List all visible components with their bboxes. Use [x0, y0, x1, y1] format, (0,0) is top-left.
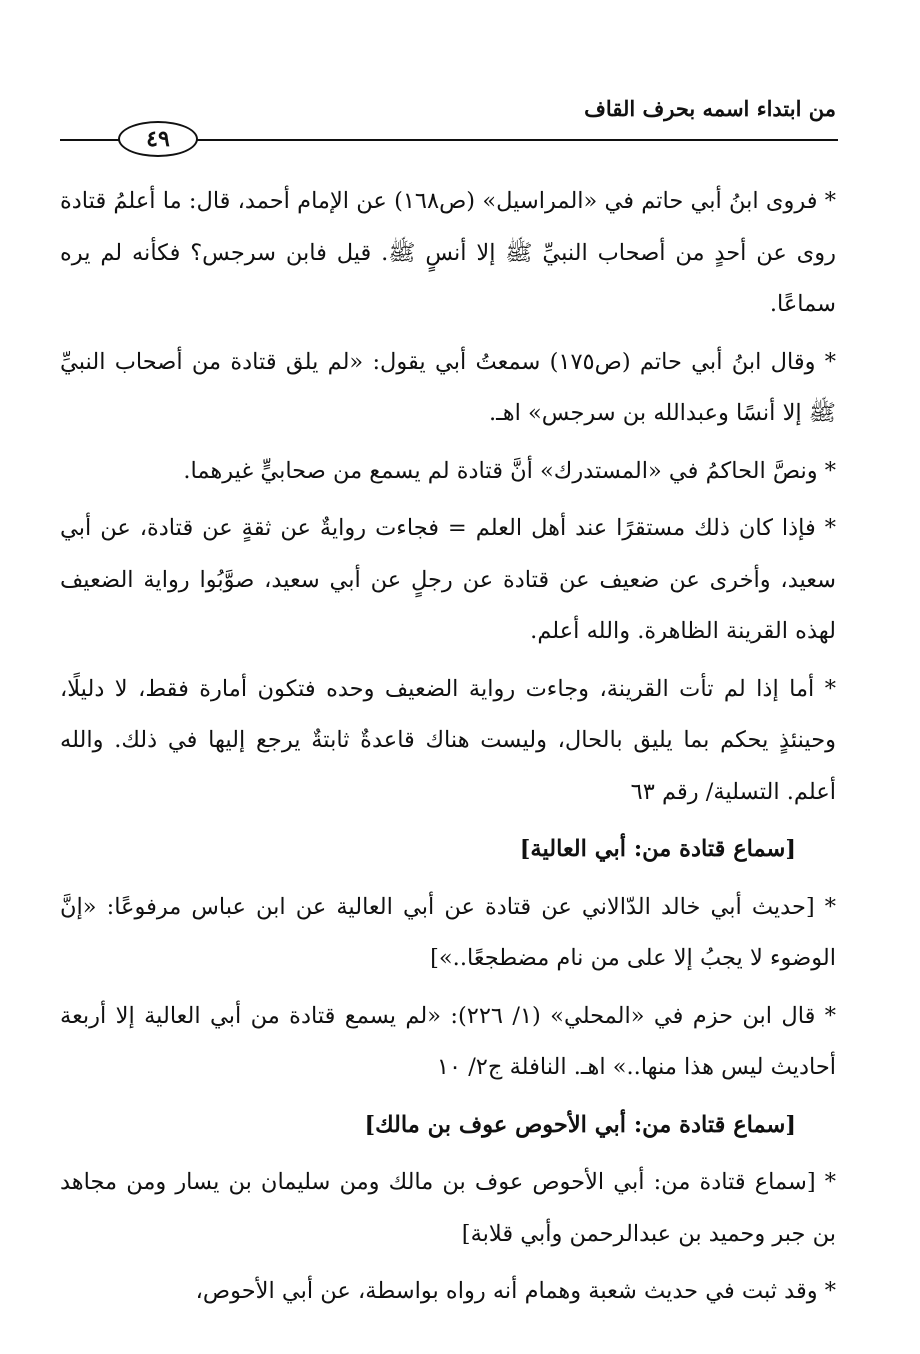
page-number: ٤٩ [146, 126, 170, 152]
section-heading-abul-ahwas: [سماع قتادة من: أبي الأحوص عوف بن مالك] [364, 1111, 796, 1138]
paragraph-6: * [حديث أبي خالد الدّالاني عن قتادة عن أبي العالية عن ابن عباس مرفوعًا: «إنَّ الوضوء لا يجبُ إلا على من نام مضطجعًا..»] [60, 893, 836, 971]
page-number-badge [118, 121, 198, 157]
paragraph-4: * فإذا كان ذلك مستقرًا عند أهل العلم = فجاءت روايةٌ عن ثقةٍ عن قتادة، عن أبي سعيد، وأخرى عن ضعيف عن قتادة عن رجلٍ عن أبي سعيد، صوَّبُوا رواية الضعيف لهذه القرينة الظاهرة. والله أعلم. [60, 515, 836, 644]
running-header-title: من ابتداء اسمه بحرف القاف [584, 96, 836, 121]
paragraph-7: * قال ابن حزم في «المحلي» (١/ ٢٢٦): «لم يسمع قتادة من أبي العالية إلا أربعة أحاديث ليس هذا منها..» اهـ. النافلة ج٢/ ١٠ [60, 1002, 836, 1080]
paragraph-9: * وقد ثبت في حديث شعبة وهمام أنه رواه بواسطة، عن أبي الأحوص، [195, 1278, 836, 1304]
paragraph-8: * [سماع قتادة من: أبي الأحوص عوف بن مالك ومن سليمان بن يسار ومن مجاهد بن جبر وحميد بن عبدالرحمن وأبي قلابة] [60, 1169, 836, 1247]
paragraph-2: * وقال ابنُ أبي حاتم (ص١٧٥) سمعتُ أبي يقول: «لم يلق قتادة من أصحاب النبيِّ ﷺ إلا أنسًا وعبدالله بن سرجس» اهـ. [60, 348, 836, 426]
section-heading-abul-aliya: [سماع قتادة من: أبي العالية] [519, 836, 796, 862]
page-body [60, 176, 836, 1324]
paragraph-3: * ونصَّ الحاكمُ في «المستدرك» أنَّ قتادة لم يسمع من صحابيٍّ غيرهما. [183, 457, 836, 484]
paragraph-1: * فروى ابنُ أبي حاتم في «المراسيل» (ص١٦٨) عن الإمام أحمد، قال: ما أعلمُ قتادة روى عن أحدٍ من أصحاب النبيِّ ﷺ إلا أنسٍ ﷺ. قيل فابن سرجس؟ فكأنه لم يره سماعًا. [60, 188, 836, 317]
paragraph-5: * أما إذا لم تأت القرينة، وجاءت رواية الضعيف وحده فتكون أمارة فقط، لا دليلًا، وحينئذٍ يحكم بما يليق بالحال، وليست هناك قاعدةٌ ثابتةٌ يرجع إليها في ذلك. والله أعلم. التسلية/ رقم ٦٣ [60, 675, 836, 805]
